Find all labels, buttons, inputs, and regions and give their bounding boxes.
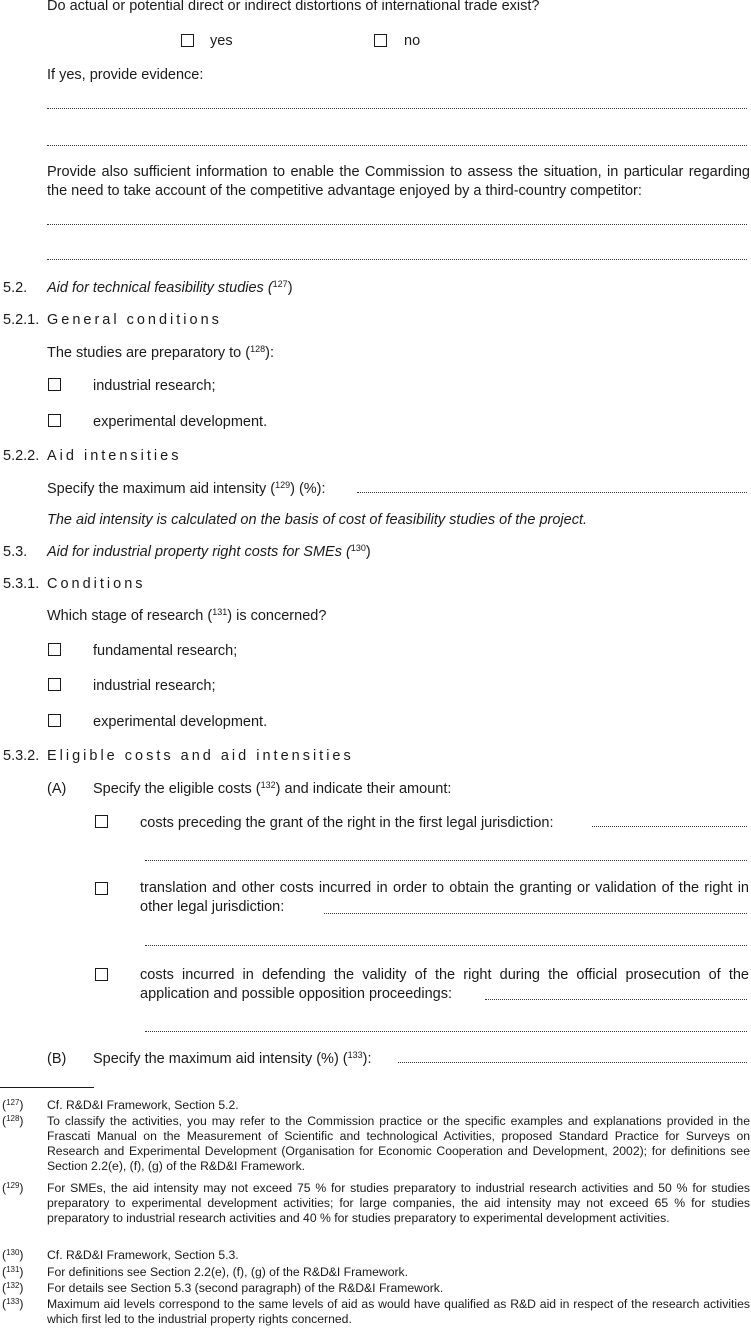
- section-5-3-2-title: Eligible costs and aid intensities: [47, 748, 354, 764]
- max-aid-intensity-text: Specify the maximum aid intensity (: [47, 481, 276, 497]
- industrial-research-label-2: industrial research;: [93, 678, 216, 694]
- industrial-research-checkbox-2[interactable]: [48, 678, 61, 691]
- footnote-131-num: 131: [6, 1265, 20, 1274]
- footnote-130-text: Cf. R&D&I Framework, Section 5.3.: [47, 1248, 239, 1262]
- cost-translation-amount-field[interactable]: [324, 913, 747, 914]
- eligible-costs-text: Specify the eligible costs (: [93, 781, 261, 797]
- max-aid-intensity-field[interactable]: [357, 492, 747, 493]
- section-5-2-1-number: 5.2.1.: [3, 312, 40, 328]
- studies-prompt: [47, 344, 274, 362]
- fundamental-research-checkbox[interactable]: [48, 643, 61, 656]
- footnote-ref-131[interactable]: 131: [212, 607, 228, 617]
- no-label: no: [404, 33, 421, 49]
- research-stage-end: ) is concerned?: [227, 608, 327, 624]
- footnote-128-number: ($^{128}$): [2, 1114, 24, 1128]
- aid-intensity-note: The aid intensity is calculated on the basis of cost of feasibility studies of the project.: [47, 512, 588, 528]
- yes-label: yes: [210, 33, 233, 49]
- cost-translation-label: translation and other costs incurred in order to obtain the granting or validation of the right in other legal jurisdiction:: [140, 880, 749, 915]
- item-a-label: (A): [47, 781, 67, 797]
- max-aid-intensity-prompt: [47, 480, 326, 498]
- footnote-132-number: ($^{132}$): [2, 1281, 24, 1295]
- footnote-130-num: 130: [6, 1248, 20, 1257]
- max-aid-intensity-end: ) (%):: [290, 481, 326, 497]
- evidence-field-line-1[interactable]: [47, 108, 747, 109]
- info-field-line-1[interactable]: [47, 224, 747, 225]
- cost-translation-checkbox[interactable]: [95, 882, 108, 895]
- footnote-ref-128[interactable]: 128: [250, 344, 266, 354]
- research-stage-text: Which stage of research (: [47, 608, 213, 624]
- cost-first-jurisdiction-label: costs preceding the grant of the right in the first legal jurisdiction:: [140, 815, 554, 831]
- item-b-label: (B): [47, 1051, 67, 1067]
- evidence-field-line-2[interactable]: [47, 145, 747, 146]
- yes-checkbox[interactable]: [181, 34, 194, 47]
- section-5-2-title: Aid for technical feasibility studies: [47, 280, 264, 296]
- industrial-research-label: industrial research;: [93, 378, 216, 394]
- footnote-127-number: ($^{127}$): [2, 1098, 24, 1112]
- trade-distortion-question: Do actual or potential direct or indirect distortions of international trade exist?: [47, 0, 540, 14]
- cost-first-jurisdiction-amount-field-2[interactable]: [145, 860, 747, 861]
- max-aid-intensity-b-text: Specify the maximum aid intensity (%) (: [93, 1051, 348, 1067]
- experimental-development-label: experimental development.: [93, 414, 268, 430]
- section-5-3-number: 5.3.: [3, 544, 28, 560]
- studies-prompt-text: The studies are preparatory to (: [47, 345, 251, 361]
- footnote-133-num: 133: [6, 1297, 20, 1306]
- cost-first-jurisdiction-checkbox[interactable]: [95, 815, 108, 828]
- footnote-130-number: ($^{130}$): [2, 1248, 24, 1262]
- section-5-2-2-number: 5.2.2.: [3, 448, 40, 464]
- footnote-ref-130[interactable]: 130: [350, 543, 366, 553]
- experimental-development-checkbox[interactable]: [48, 414, 61, 427]
- footnote-128-num: 128: [6, 1114, 20, 1123]
- footnote-128-text: To classify the activities, you may refer to the Commission practice or the specific examples and explanations provided in the Frascati Manual on the Measurement of Scientific and technological Activities, proposed Standard Practice for Surveys on Research and Experimental Development (Organisation for Economic Cooperation and Development, 2002); for definitions see Section 2.2(e), (f), (g) of the R&D&I Framework.: [47, 1114, 750, 1173]
- research-stage-prompt: [47, 607, 326, 625]
- footnote-127-num: 127: [6, 1098, 20, 1107]
- max-aid-intensity-b-prompt: [93, 1050, 372, 1068]
- section-5-2-heading: Aid for technical feasibility studies ($^{127}$): [47, 279, 293, 296]
- cost-defending-amount-field-2[interactable]: [145, 1031, 747, 1032]
- section-5-3-title: Aid for industrial property right costs for SMEs: [47, 544, 342, 560]
- footnote-ref-127[interactable]: 127: [272, 279, 288, 289]
- max-aid-intensity-b-field[interactable]: [398, 1062, 747, 1063]
- footnote-129-text: For SMEs, the aid intensity may not exceed 75 % for studies preparatory to industrial research activities and 50 % for studies preparatory to experimental development activities; for large companies, the aid intensity may not exceed 65 % for studies preparatory to industrial research activities and 40 % for studies preparatory to experimental development activities.: [47, 1181, 750, 1225]
- footnote-ref-133[interactable]: 133: [347, 1050, 363, 1060]
- section-5-2-2-title: Aid intensities: [47, 448, 182, 464]
- section-5-3-1-title: Conditions: [47, 576, 146, 592]
- section-5-3-2-number: 5.3.2.: [3, 748, 40, 764]
- footnote-127-text: Cf. R&D&I Framework, Section 5.2.: [47, 1098, 239, 1112]
- footnote-132-num: 132: [6, 1281, 20, 1290]
- footnote-131-text: For definitions see Section 2.2(e), (f), (g) of the R&D&I Framework.: [47, 1265, 409, 1279]
- experimental-development-checkbox-2[interactable]: [48, 714, 61, 727]
- fundamental-research-label: fundamental research;: [93, 643, 238, 659]
- footnote-133-number: ($^{133}$): [2, 1297, 24, 1311]
- footnote-133-text: Maximum aid levels correspond to the same levels of aid as would have qualified as R&D aid in respect of the research activities which first led to the industrial property rights concerned.: [47, 1297, 750, 1326]
- footnote-separator: [0, 1087, 94, 1088]
- footnote-ref-132[interactable]: 132: [260, 780, 276, 790]
- studies-prompt-end: ):: [265, 345, 274, 361]
- max-aid-intensity-b-end: ):: [362, 1051, 372, 1067]
- section-5-2-1-title: General conditions: [47, 312, 222, 328]
- eligible-costs-end: ) and indicate their amount:: [275, 781, 452, 797]
- no-checkbox[interactable]: [374, 34, 387, 47]
- cost-defending-label: costs incurred in defending the validity of the right during the official prosecution of the application and possible opposition proceedings:: [140, 967, 749, 1002]
- section-5-2-number: 5.2.: [3, 280, 28, 296]
- footnote-131-number: ($^{131}$): [2, 1265, 24, 1279]
- eligible-costs-prompt: [93, 780, 451, 798]
- info-field-line-2[interactable]: [47, 259, 747, 260]
- footnote-132-text: For details see Section 5.3 (second paragraph) of the R&D&I Framework.: [47, 1281, 444, 1295]
- section-5-3-1-number: 5.3.1.: [3, 576, 40, 592]
- cost-defending-amount-field[interactable]: [485, 999, 747, 1000]
- cost-defending-checkbox[interactable]: [95, 968, 108, 981]
- footnote-129-number: ($^{129}$): [2, 1181, 24, 1195]
- additional-info-prompt: Provide also sufficient information to enable the Commission to assess the situation, in particular regarding the need to take account of the competitive advantage enjoyed by a third-country competitor:: [47, 164, 750, 199]
- footnote-ref-129[interactable]: 129: [275, 480, 291, 490]
- cost-translation-amount-field-2[interactable]: [145, 945, 747, 946]
- experimental-development-label-2: experimental development.: [93, 714, 268, 730]
- section-5-3-heading: Aid for industrial property right costs for SMEs ($^{130}$): [47, 543, 371, 560]
- industrial-research-checkbox[interactable]: [48, 378, 61, 391]
- cost-first-jurisdiction-amount-field[interactable]: [592, 826, 747, 827]
- footnote-129-num: 129: [6, 1181, 20, 1190]
- evidence-prompt: If yes, provide evidence:: [47, 67, 204, 83]
